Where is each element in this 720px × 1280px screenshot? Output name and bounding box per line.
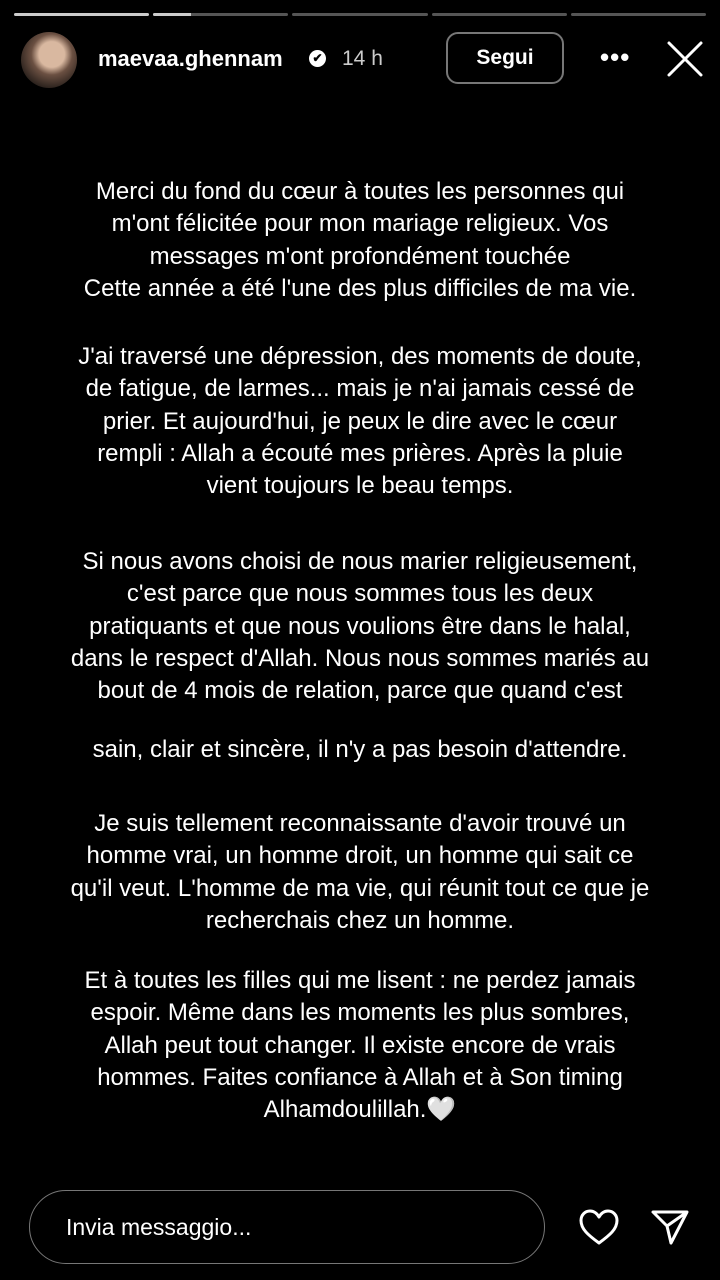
- message-input[interactable]: [29, 1190, 545, 1264]
- text-line: recherchais chez un homme.: [205, 906, 515, 934]
- paragraph: [0, 965, 720, 1126]
- progress-fill: [14, 13, 149, 16]
- text-line: Cette année a été l'une des plus difficiles de ma vie.: [83, 274, 637, 302]
- username[interactable]: maevaa.ghennam: [98, 46, 283, 71]
- post-time: 14 h: [342, 47, 383, 70]
- text-line: messages m'ont profondément touchée: [149, 242, 571, 270]
- text-line: m'ont félicitée pour mon mariage religieux. Vos: [111, 210, 609, 238]
- text-line: bout de 4 mois de relation, parce que quand c'est: [97, 677, 623, 705]
- progress-segment: [292, 13, 427, 16]
- text-line: Si nous avons choisi de nous marier religieusement,: [82, 548, 638, 575]
- text-line: Merci du fond du cœur à toutes les personnes qui: [95, 178, 625, 205]
- progress-segment: [432, 13, 567, 16]
- text-line: vient toujours le beau temps.: [206, 472, 514, 500]
- text-line: qu'il veut. L'homme de ma vie, qui réunit tout ce que je: [70, 874, 650, 902]
- story-progress: [14, 13, 706, 16]
- text-line: sain, clair et sincère, il n'y a pas besoin d'attendre.: [92, 736, 628, 763]
- paragraph: [0, 341, 720, 502]
- progress-segment: [14, 13, 149, 16]
- text-line: espoir. Même dans les moments les plus sombres,: [90, 999, 630, 1027]
- text-line: prier. Et aujourd'hui, je peux le dire avec le cœur: [102, 407, 618, 435]
- progress-segment: [153, 13, 288, 16]
- follow-button[interactable]: Segui: [446, 32, 564, 84]
- text-line: homme vrai, un homme droit, un homme qui sait ce: [86, 842, 634, 870]
- heart-icon[interactable]: [578, 1207, 620, 1247]
- text-line: rempli : Allah a écouté mes prières. Après la pluie: [97, 439, 623, 467]
- text-line: dans le respect d'Allah. Nous nous sommes mariés au: [70, 644, 650, 672]
- paragraph: [0, 546, 720, 707]
- paragraph: [0, 808, 720, 937]
- paragraph: [0, 734, 720, 766]
- send-icon[interactable]: [649, 1207, 691, 1247]
- text-line: J'ai traversé une dépression, des moments de doute,: [78, 343, 642, 370]
- text-line: Allah peut tout changer. Il existe encore de vrais: [104, 1031, 616, 1059]
- close-icon[interactable]: [666, 40, 704, 78]
- avatar[interactable]: [21, 32, 77, 88]
- text-line: pratiquants et que nous voulions être dans le halal,: [89, 612, 631, 640]
- text-line: de fatigue, de larmes... mais je n'ai jamais cessé de: [85, 375, 635, 403]
- text-line: Alhamdoulillah.🤍: [263, 1096, 457, 1124]
- text-line: c'est parce que nous sommes tous les deux: [126, 580, 594, 608]
- text-line: Et à toutes les filles qui me lisent : ne perdez jamais: [84, 967, 636, 994]
- paragraph: [0, 176, 720, 305]
- more-options-icon[interactable]: •••: [600, 42, 631, 72]
- verified-badge-icon: ✔: [309, 50, 326, 67]
- text-line: hommes. Faites confiance à Allah et à Son timing: [97, 1063, 623, 1091]
- text-line: Je suis tellement reconnaissante d'avoir trouvé un: [94, 810, 626, 837]
- progress-fill: [153, 13, 191, 16]
- progress-segment: [571, 13, 706, 16]
